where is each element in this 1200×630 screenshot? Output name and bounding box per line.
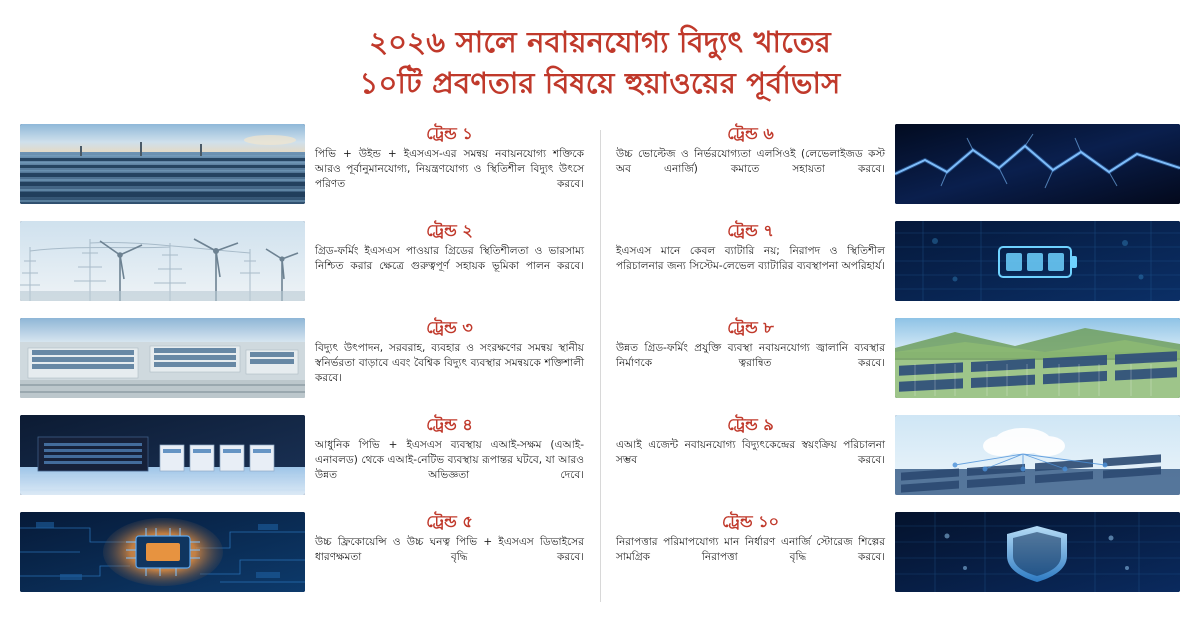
trend-row: [20, 221, 590, 307]
trend-label: ট্রেন্ড ৭: [727, 221, 774, 241]
trend-row: [20, 415, 590, 501]
trend-label: ট্রেন্ড ৬: [727, 124, 774, 144]
solar-panels-green-hills-image: [895, 318, 1180, 398]
trend-description: উন্নত গ্রিড-ফর্মিং প্রযুক্তি ব্যবস্থা নবায়নযোগ্য জ্বালানি ব্যবস্থার নির্মাণকে ত্বরান্বিত করবে।: [616, 341, 885, 369]
trend-text: [305, 512, 590, 598]
trend-description: এআই এজেন্ট নবায়নযোগ্য বিদ্যুৎকেন্দ্রের স্বয়ংক্রিয় পরিচালনা সম্ভব করবে।: [616, 438, 885, 466]
industrial-rooftop-solar-image: [20, 318, 305, 398]
page-title: [0, 0, 1200, 104]
data-center-battery-hall-image: [20, 415, 305, 495]
battery-icon-digital-image: [895, 221, 1180, 301]
trends-column-left: [20, 124, 600, 609]
column-divider: [600, 130, 601, 602]
trend-label: ট্রেন্ড ২: [426, 221, 473, 241]
trend-row: [20, 512, 590, 598]
trend-label: ট্রেন্ড ৫: [426, 512, 473, 532]
trend-text: [610, 318, 895, 404]
trend-description: উচ্চ ফ্রিকোয়েন্সি ও উচ্চ ঘনত্ব পিভি + ইএসএস ডিভাইসের ধারণক্ষমতা বৃদ্ধি করবে।: [315, 535, 584, 563]
trend-description: পিভি + উইন্ড + ইএসএস-এর সমন্বয় নবায়নযোগ্য শক্তিকে আরও পূর্বানুমানযোগ্য, নিয়ন্ত্রণযোগ্য ও স্থিতিশীল বিদ্যুৎ উৎসে পরিণত করবে।: [315, 147, 584, 190]
trend-text: [610, 512, 895, 598]
trend-row: [610, 415, 1180, 501]
trend-description: গ্রিড-ফর্মিং ইএসএস পাওয়ার গ্রিডের স্থিতিশীলতা ও ভারসাম্য নিশ্চিত করার ক্ষেত্রে গুরুত্বপূর্ণ সহায়ক ভূমিকা পালন করবে।: [315, 244, 584, 272]
trend-description: নিরাপত্তার পরিমাপযোগ্য মান নির্ধারণ এনার্জি স্টোরেজ শিল্পের সামগ্রিক নিরাপত্তা বৃদ্ধি করবে।: [616, 535, 885, 563]
trend-description: আধুনিক পিভি + ইএসএস ব্যবস্থায় এআই-সক্ষম (এআই-এনাবলড) থেকে এআই-নেটিভ ব্যবস্থায় রূপান্তর ঘটবে, যা আরও উন্নত অভিজ্ঞতা দেবে।: [315, 438, 584, 481]
trend-label: ট্রেন্ড ৮: [727, 318, 774, 338]
trend-text: [305, 221, 590, 307]
cloud-ai-network-image: [895, 415, 1180, 495]
lightning-bolt-blue-image: [895, 124, 1180, 204]
trend-text: [610, 221, 895, 307]
microchip-circuit-board-image: [20, 512, 305, 592]
trend-description: ইএসএস মানে কেবল ব্যাটারি নয়; নিরাপদ ও স্থিতিশীল পরিচালনার জন্য সিস্টেম-লেভেল ব্যাটারির ব্যবস্থাপনা অপরিহার্য।: [616, 244, 885, 272]
trend-row: [20, 318, 590, 404]
trend-label: ট্রেন্ড ১: [426, 124, 473, 144]
trend-text: [610, 124, 895, 210]
trend-row: [610, 221, 1180, 307]
solar-farm-aerial-image: [20, 124, 305, 204]
page-title-line-2: ১০টি প্রবণতার বিষয়ে হুয়াওয়ের পূর্বাভাস: [359, 66, 841, 101]
trend-text: [610, 415, 895, 501]
trend-description: উচ্চ ভোল্টেজ ও নির্ভরযোগ্যতা এলসিওই (লেভেলাইজড কস্ট অব এনার্জি) কমাতে সহায়তা করবে।: [616, 147, 885, 175]
trend-text: [305, 124, 590, 210]
trend-row: [610, 512, 1180, 598]
trend-text: [305, 318, 590, 404]
trend-row: [610, 318, 1180, 404]
wind-turbines-pylons-image: [20, 221, 305, 301]
trend-label: ট্রেন্ড ৯: [727, 415, 774, 435]
security-shield-blue-image: [895, 512, 1180, 592]
trend-label: ট্রেন্ড ৩: [426, 318, 473, 338]
trend-row: [610, 124, 1180, 210]
trends-column-right: [600, 124, 1180, 609]
trend-row: [20, 124, 590, 210]
trend-description: বিদ্যুৎ উৎপাদন, সরবরাহ, ব্যবহার ও সংরক্ষণের সমন্বয় স্থানীয় স্বনির্ভরতা বাড়াবে এবং বৈশ্বিক বিদ্যুৎ ব্যবস্থার সমন্বয়কে শক্তিশালী করবে।: [315, 341, 584, 384]
trend-text: [305, 415, 590, 501]
trend-label: ট্রেন্ড ১০: [722, 512, 779, 532]
trend-label: ট্রেন্ড ৪: [426, 415, 473, 435]
page-title-line-1: ২০২৬ সালে নবায়নযোগ্য বিদ্যুৎ খাতের: [369, 25, 831, 59]
